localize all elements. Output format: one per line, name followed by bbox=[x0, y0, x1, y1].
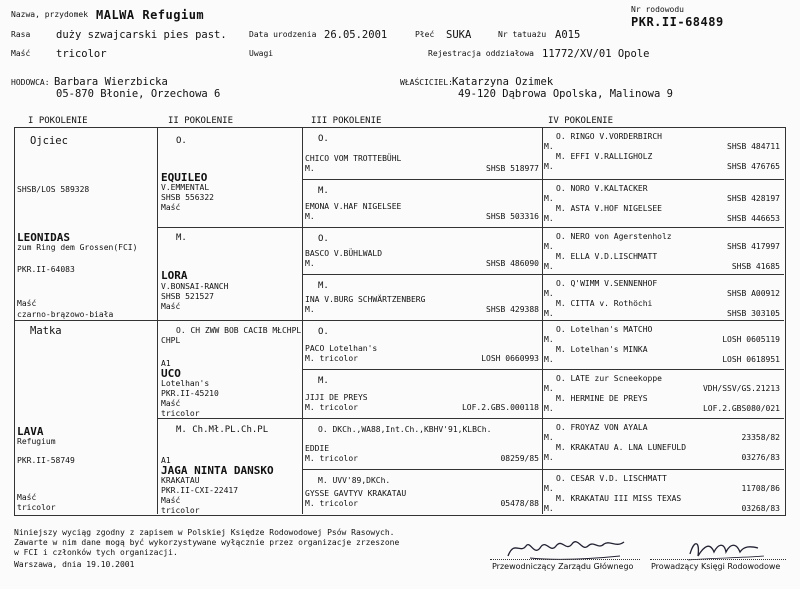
gen4-dam-registration: SHSB 476765 bbox=[727, 162, 780, 171]
gen3-registration: 05478/88 bbox=[500, 499, 539, 508]
gen4-marker: M. bbox=[544, 355, 554, 364]
color-value: tricolor bbox=[56, 48, 107, 60]
pedigree-number: PKR.II-68489 bbox=[631, 15, 724, 29]
mother-label: Matka bbox=[30, 325, 62, 337]
gen3-title: O. bbox=[318, 327, 329, 337]
color-label: Maść bbox=[11, 49, 31, 58]
breed-label: Rasa bbox=[11, 30, 31, 39]
mother-color-label: Maść bbox=[17, 493, 37, 502]
gen4-marker: M. bbox=[544, 242, 554, 251]
breeder-label: HODOWCA: bbox=[11, 78, 50, 87]
gen4-sire: O. CESAR V.D. LISCHMATT bbox=[556, 474, 667, 483]
gen3-color: M. tricolor bbox=[305, 354, 358, 363]
father-registration: SHSB/LOS 589328 bbox=[17, 185, 90, 194]
footer-date: Warszawa, dnia 19.10.2001 bbox=[14, 560, 135, 569]
gen4-dam: M. EFFI V.RALLIGHOLZ bbox=[556, 152, 653, 161]
dog-name: MALWA Refugium bbox=[96, 8, 205, 22]
gen4-marker: M. bbox=[544, 162, 554, 171]
father-name: LEONIDAS bbox=[17, 231, 70, 244]
gen3-registration: LOF.2.GBS.000118 bbox=[461, 403, 539, 412]
footer-line-1: Niniejszy wyciąg zgodny z zapisem w Polskiej Księdze Rodowodowej Psów Rasowych. bbox=[14, 528, 395, 537]
footer-line-3: w FCI i członków tych organizacji. bbox=[14, 548, 178, 557]
mother-name: LAVA bbox=[17, 425, 44, 438]
gen4-sire-registration: LOSH 0605119 bbox=[722, 335, 780, 344]
gen4-marker: M. bbox=[544, 309, 554, 318]
gen4-sire-registration: VDH/SSV/GS.21213 bbox=[702, 384, 780, 393]
mother-color: tricolor bbox=[17, 503, 56, 512]
gen3-color: M. bbox=[305, 164, 315, 173]
generation-1-header: I POKOLENIE bbox=[28, 116, 88, 126]
gen3-color: M. bbox=[305, 305, 315, 314]
gen4-marker: M. bbox=[544, 404, 554, 413]
father-color-label: Maść bbox=[17, 299, 37, 308]
gen3-color: M. tricolor bbox=[305, 403, 358, 412]
gen3-name: PACO Lotelhan's bbox=[305, 344, 378, 353]
gen4-sire: O. RINGO V.VORDERBIRCH bbox=[556, 132, 662, 141]
breed-value: duży szwajcarski pies past. bbox=[56, 29, 227, 41]
owner-address: 49-120 Dąbrowa Opolska, Malinowa 9 bbox=[458, 88, 673, 100]
gen4-dam: M. CITTA v. Rothöchi bbox=[556, 299, 653, 308]
gen4-dam-registration: LOF.2.GBS080/021 bbox=[702, 404, 780, 413]
gen4-marker: M. bbox=[544, 335, 554, 344]
father-kennel: zum Ring dem Grossen(FCI) bbox=[17, 243, 138, 252]
gen3-title: M. bbox=[318, 376, 329, 386]
father-pkr: PKR.II-64083 bbox=[17, 265, 75, 274]
signature-2-label: Prowadzący Księgi Rodowodowe bbox=[651, 562, 781, 571]
gen4-dam: M. KRAKATAU III MISS TEXAS bbox=[556, 494, 682, 503]
generation-3-header: III POKOLENIE bbox=[311, 116, 382, 126]
gen4-sire-registration: 23358/82 bbox=[741, 433, 780, 442]
gen4-sire-registration: SHSB 484711 bbox=[727, 142, 780, 151]
gen4-marker: M. bbox=[544, 484, 554, 493]
gen3-name: BASCO V.BÜHLWALD bbox=[305, 249, 383, 258]
gen3-name: INA V.BURG SCHWÄRTZENBERG bbox=[305, 295, 426, 304]
gen3-registration: LOSH 0660993 bbox=[481, 354, 539, 363]
gen3-registration: SHSB 503316 bbox=[486, 212, 539, 221]
gen3-title: O. bbox=[318, 234, 329, 244]
signature-1-label: Przewodniczący Zarządu Głównego bbox=[492, 562, 634, 571]
gen3-name: CHICO VOM TROTTEBÜHL bbox=[305, 154, 402, 163]
gen4-sire: O. NORO V.KALTACKER bbox=[556, 184, 648, 193]
owner-name: Katarzyna Ozimek bbox=[452, 76, 554, 88]
gen4-dam-registration: SHSB 446653 bbox=[727, 214, 780, 223]
birth-date: 26.05.2001 bbox=[324, 29, 388, 41]
sex-label: Płeć bbox=[415, 30, 435, 39]
birth-date-label: Data urodzenia bbox=[249, 30, 317, 39]
gen4-dam-registration: SHSB 303105 bbox=[727, 309, 780, 318]
gen3-registration: SHSB 518977 bbox=[486, 164, 539, 173]
gen4-sire: O. Lotelhan's MATCHO bbox=[556, 325, 653, 334]
gen4-dam: M. KRAKATAU A. LNA LUNEFULD bbox=[556, 443, 687, 452]
gen3-registration: SHSB 486090 bbox=[486, 259, 539, 268]
gen3-color: M. tricolor bbox=[305, 454, 358, 463]
name-label: Nazwa, przydomek bbox=[11, 10, 89, 19]
father-label: Ojciec bbox=[30, 135, 68, 147]
gen4-marker: M. bbox=[544, 433, 554, 442]
gen4-sire-registration: SHSB 428197 bbox=[727, 194, 780, 203]
gen4-marker: M. bbox=[544, 453, 554, 462]
gen3-title: O. bbox=[318, 134, 329, 144]
gen4-sire: O. FROYAZ VON AYALA bbox=[556, 423, 648, 432]
gen3-registration: SHSB 429388 bbox=[486, 305, 539, 314]
gen4-dam: M. ELLA V.D.LISCHMATT bbox=[556, 252, 658, 261]
gen3-color: M. bbox=[305, 259, 315, 268]
gen4-dam: M. ASTA V.HOF NIGELSEE bbox=[556, 204, 662, 213]
gen4-dam-registration: SHSB 41685 bbox=[731, 262, 780, 271]
registration-label: Rejestracja oddziałowa bbox=[428, 49, 534, 58]
gen4-marker: M. bbox=[544, 142, 554, 151]
gen4-sire-registration: 11708/86 bbox=[741, 484, 780, 493]
tattoo-label: Nr tatuażu bbox=[498, 30, 547, 39]
father-color: czarno-brązowo-biała bbox=[17, 310, 114, 319]
gen4-marker: M. bbox=[544, 194, 554, 203]
gen3-name: EMONA V.HAF NIGELSEE bbox=[305, 202, 402, 211]
gen4-dam-registration: 03268/83 bbox=[741, 504, 780, 513]
breeder-address: 05-870 Błonie, Orzechowa 6 bbox=[56, 88, 221, 100]
gen4-dam-registration: 03276/83 bbox=[741, 453, 780, 462]
gen4-sire-registration: SHSB A00912 bbox=[727, 289, 780, 298]
footer-line-2: Zawarte w nim dane mogą być wykorzystywane wyłącznie przez organizacje zrzeszone bbox=[14, 538, 400, 547]
generation-4-header: IV POKOLENIE bbox=[548, 116, 614, 126]
gen4-marker: M. bbox=[544, 289, 554, 298]
mother-kennel: Refugium bbox=[17, 437, 56, 446]
breeder-name: Barbara Wierzbicka bbox=[54, 76, 168, 88]
gen4-marker: M. bbox=[544, 504, 554, 513]
gen4-dam-registration: LOSH 0618951 bbox=[722, 355, 780, 364]
generation-2-header: II POKOLENIE bbox=[168, 116, 234, 126]
gen3-name: GYSSE GAVTYV KRAKATAU bbox=[305, 489, 407, 498]
gen4-sire-registration: SHSB 417997 bbox=[727, 242, 780, 251]
gen3-title: M. bbox=[318, 281, 329, 291]
owner-label: WŁAŚCICIEL: bbox=[400, 78, 453, 87]
gen4-marker: M. bbox=[544, 384, 554, 393]
gen3-color: M. tricolor bbox=[305, 499, 358, 508]
gen3-registration: 08259/85 bbox=[500, 454, 539, 463]
gen4-dam: M. HERMINE DE PREYS bbox=[556, 394, 648, 403]
remarks-label: Uwagi bbox=[249, 49, 274, 58]
gen4-marker: M. bbox=[544, 214, 554, 223]
gen4-sire: O. NERO von Agerstenholz bbox=[556, 232, 672, 241]
gen4-marker: M. bbox=[544, 262, 554, 271]
gen3-title: O. DKCh.,WA88,Int.Ch.,KBHV'91,KLBCh. bbox=[318, 425, 492, 434]
gen3-name: JIJI DE PREYS bbox=[305, 393, 368, 402]
gen4-sire: O. Q'WIMM V.SENNENHOF bbox=[556, 279, 658, 288]
registration-value: 11772/XV/01 Opole bbox=[542, 48, 650, 60]
gen3-name: EDDIE bbox=[305, 444, 330, 453]
tattoo-value: A015 bbox=[555, 29, 581, 41]
pedigree-number-label: Nr rodowodu bbox=[631, 5, 684, 14]
sex-value: SUKA bbox=[446, 29, 472, 41]
gen4-dam: M. Lotelhan's MINKA bbox=[556, 345, 648, 354]
gen3-title: M. UVV'89,DKCh. bbox=[318, 476, 391, 485]
gen4-sire: O. LATE zur Scneekoppe bbox=[556, 374, 662, 383]
gen3-color: M. bbox=[305, 212, 315, 221]
gen3-title: M. bbox=[318, 186, 329, 196]
mother-pkr: PKR.II-58749 bbox=[17, 456, 75, 465]
